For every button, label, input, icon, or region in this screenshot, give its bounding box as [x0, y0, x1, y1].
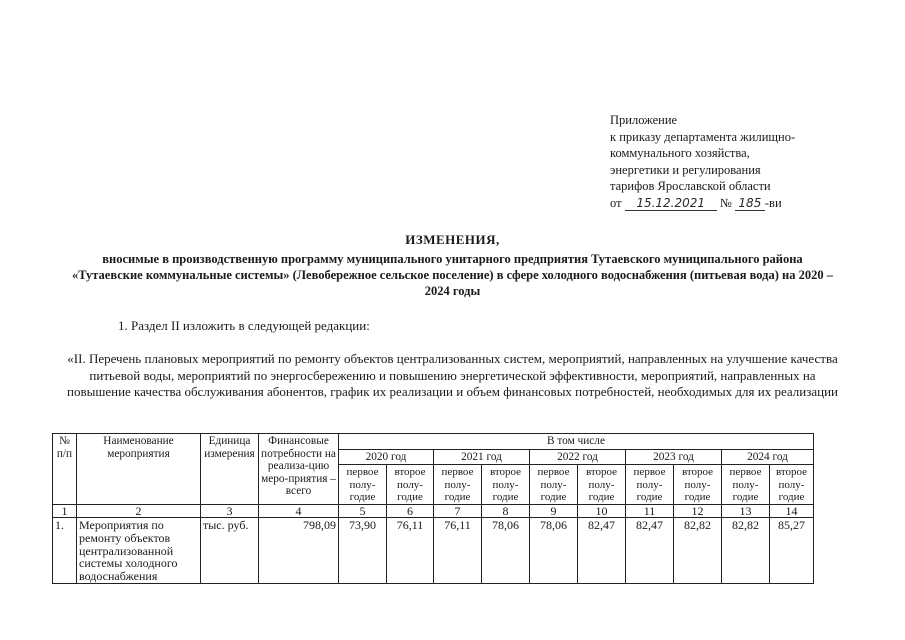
order-number: 185 [735, 197, 765, 211]
column-number: 13 [722, 505, 770, 518]
appendix-line: энергетики и регулирования [610, 162, 761, 177]
row-name: Мероприятия по ремонту объектов централизованной системы холодного водоснабжения [77, 518, 201, 584]
column-number: 9 [530, 505, 578, 518]
row-value: 76,11 [434, 518, 482, 584]
column-number: 3 [201, 505, 259, 518]
table-row [53, 518, 814, 584]
header-year: 2022 год [530, 449, 626, 465]
column-number: 14 [770, 505, 814, 518]
header-second-half: второе полу-годие [674, 465, 722, 505]
header-including: В том числе [339, 434, 814, 450]
row-value: 78,06 [530, 518, 578, 584]
header-first-half: первое полу-годие [434, 465, 482, 505]
row-value: 82,82 [722, 518, 770, 584]
row-value: 82,47 [578, 518, 626, 584]
column-number: 7 [434, 505, 482, 518]
column-number: 4 [259, 505, 339, 518]
order-reference [610, 195, 795, 212]
header-name: Наименование мероприятия [77, 434, 201, 505]
row-number: 1. [53, 518, 77, 584]
header-year: 2021 год [434, 449, 530, 465]
header-first-half: первое полу-годие [626, 465, 674, 505]
header-second-half: второе полу-годие [578, 465, 626, 505]
row-value: 76,11 [387, 518, 434, 584]
row-value: 73,90 [339, 518, 387, 584]
header-first-half: первое полу-годие [722, 465, 770, 505]
row-total: 798,09 [259, 518, 339, 584]
header-no: № п/п [53, 434, 77, 505]
document-title: ИЗМЕНЕНИЯ, [405, 232, 500, 247]
appendix-line: к приказу департамента жилищно- [610, 129, 796, 144]
order-date: 15.12.2021 [625, 197, 717, 211]
column-number: 10 [578, 505, 626, 518]
document-subtitle: вносимые в производственную программу муниципального унитарного предприятия Тутаевского муниципального района «Тутаевские коммунальные системы» (Левобережное сельское поселение) в сфере холодного водоснабжения (питьевая вода) на 2020 – 2024 годы [72, 252, 833, 298]
header-unit: Единица измерения [201, 434, 259, 505]
order-number-label: № [719, 195, 732, 210]
header-year: 2020 год [339, 449, 434, 465]
row-value: 82,47 [626, 518, 674, 584]
header-second-half: второе полу-годие [482, 465, 530, 505]
column-number: 1 [53, 505, 77, 518]
column-number: 8 [482, 505, 530, 518]
appendix-block [610, 112, 795, 211]
appendix-line: Приложение [610, 113, 678, 127]
appendix-line: коммунального хозяйства, [610, 146, 750, 160]
header-year: 2024 год [722, 449, 814, 465]
row-value: 85,27 [770, 518, 814, 584]
instruction-paragraph: 1. Раздел II изложить в следующей редакции: [118, 318, 370, 333]
header-first-half: первое полу-годие [339, 465, 387, 505]
appendix-line: тарифов Ярославской области [610, 179, 771, 193]
column-number: 11 [626, 505, 674, 518]
section-heading: «II. Перечень плановых мероприятий по ремонту объектов централизованных систем, мероприятий, направленных на улучшение качества питьевой воды, мероприятий по энергосбережению и повышению энергетической эффективности, мероприятий, направленных на повышение качества обслуживания абонентов, график их реализации и объем финансовых потребностей, необходимых для их реализации [67, 351, 838, 399]
column-number: 5 [339, 505, 387, 518]
header-finance: Финансовые потребности на реализа-цию меро-приятия – всего [259, 434, 339, 505]
row-value: 78,06 [482, 518, 530, 584]
column-number: 6 [387, 505, 434, 518]
row-unit: тыс. руб. [201, 518, 259, 584]
header-year: 2023 год [626, 449, 722, 465]
header-second-half: второе полу-годие [387, 465, 434, 505]
header-second-half: второе полу-годие [770, 465, 814, 505]
row-value: 82,82 [674, 518, 722, 584]
measures-table [52, 433, 814, 584]
header-first-half: первое полу-годие [530, 465, 578, 505]
column-number: 12 [674, 505, 722, 518]
order-prefix: от [610, 195, 622, 210]
order-suffix: -ви [764, 195, 782, 210]
column-number: 2 [77, 505, 201, 518]
